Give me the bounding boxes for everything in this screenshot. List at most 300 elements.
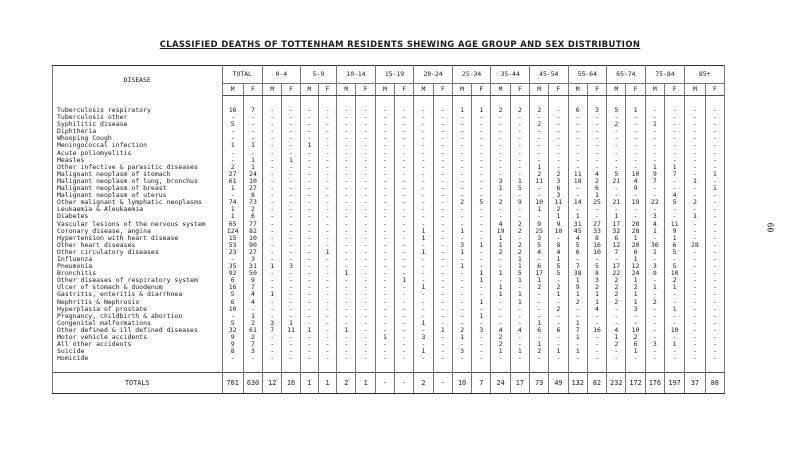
count-cell: - [568,341,587,348]
total-cell: 1 [318,373,336,394]
disease-label: Other circulatory diseases [53,249,223,256]
total-cell: 1 [300,373,318,394]
count-cell: 2 [664,277,684,284]
disease-label: Malignant neoplasm of stomach [53,171,223,178]
count-cell: - [395,299,414,306]
table-row [53,199,725,206]
count-cell: - [263,164,282,171]
count-cell: - [491,263,510,270]
count-cell: - [318,206,336,213]
count-cell: 1 [626,348,645,355]
count-cell: - [300,355,318,373]
count-cell: 23 [222,249,243,256]
count-cell: - [587,135,606,142]
count-cell: - [705,242,724,249]
table-row [53,157,725,164]
count-cell: 1 [510,277,529,284]
count-cell: - [568,135,587,142]
count-cell: 9 [626,185,645,192]
count-cell: - [356,249,375,256]
sex-header: F [282,84,300,96]
count-cell: 2 [607,341,626,348]
count-cell: 27 [587,221,606,228]
count-cell: 2 [491,334,510,341]
count-cell: 1 [337,327,356,334]
count-cell: - [356,306,375,313]
count-cell: 1 [568,291,587,298]
count-cell: 65 [222,221,243,228]
count-cell: - [549,150,568,157]
count-cell: 1 [395,277,414,284]
count-cell: - [587,341,606,348]
count-cell: 10 [530,199,549,206]
count-cell: 1 [645,164,664,171]
count-cell: 7 [664,171,684,178]
count-cell: - [395,284,414,291]
count-cell: 9 [222,334,243,341]
count-cell: - [452,121,471,128]
count-cell: 1 [626,256,645,263]
count-cell: - [587,213,606,220]
table-row [53,249,725,256]
count-cell: 1 [549,291,568,298]
count-cell: - [472,206,491,213]
count-cell: - [395,355,414,373]
count-cell: - [375,299,394,306]
sex-header: F [472,84,491,96]
count-cell: - [472,164,491,171]
count-cell: 11 [549,199,568,206]
count-cell: - [664,291,684,298]
count-cell: - [414,221,433,228]
count-cell: 8 [222,348,243,355]
count-cell: - [530,256,549,263]
count-cell: - [414,299,433,306]
count-cell: - [300,320,318,327]
count-cell: - [472,320,491,327]
count-cell: - [282,284,300,291]
count-cell: - [491,306,510,313]
count-cell: - [375,291,394,298]
count-cell: 1 [549,348,568,355]
count-cell: - [282,313,300,320]
table-row [53,334,725,341]
count-cell: - [222,256,243,263]
count-cell: - [452,277,471,284]
count-cell: 74 [222,199,243,206]
count-cell: - [433,313,452,320]
count-cell: - [263,199,282,206]
count-cell: - [607,355,626,373]
count-cell: 1 [510,299,529,306]
count-cell: - [337,348,356,355]
count-cell: 6 [222,277,243,284]
total-cell: 176 [645,373,664,394]
count-cell: - [356,277,375,284]
count-cell: - [337,199,356,206]
count-cell: - [263,142,282,149]
count-cell: 2 [452,199,471,206]
count-cell: - [356,150,375,157]
count-cell: - [282,249,300,256]
count-cell: 1 [510,291,529,298]
count-cell: - [433,150,452,157]
age-group-header: 0-4 [263,66,301,84]
count-cell: 5 [607,171,626,178]
count-cell: - [318,128,336,135]
count-cell: - [685,228,705,235]
count-cell: - [645,256,664,263]
count-cell: - [282,171,300,178]
count-cell: - [530,114,549,121]
table-row [53,277,725,284]
count-cell: - [282,291,300,298]
count-cell: - [243,121,262,128]
disease-label: Other infective & parasitic diseases [53,164,223,171]
count-cell: 9 [568,284,587,291]
count-cell: - [263,171,282,178]
count-cell: 1 [530,164,549,171]
count-cell: - [685,256,705,263]
count-cell: - [645,107,664,114]
count-cell: - [300,228,318,235]
count-cell: 1 [222,206,243,213]
count-cell: 3 [645,341,664,348]
count-cell: 31 [568,221,587,228]
count-cell: - [282,348,300,355]
count-cell: 7 [243,107,262,114]
count-cell: - [664,206,684,213]
count-cell: - [356,327,375,334]
table-row [53,263,725,270]
count-cell: 7 [645,178,664,185]
count-cell: 1 [530,277,549,284]
count-cell: - [472,178,491,185]
count-cell: - [300,178,318,185]
count-cell: - [282,107,300,114]
count-cell: 1 [568,348,587,355]
count-cell: - [222,135,243,142]
count-cell: - [705,299,724,306]
sex-header: M [491,84,510,96]
count-cell: - [356,284,375,291]
count-cell: 1 [549,256,568,263]
count-cell: - [395,228,414,235]
count-cell: 1 [510,178,529,185]
count-cell: 1 [685,213,705,220]
count-cell: - [705,313,724,320]
count-cell: - [568,313,587,320]
count-cell: - [282,341,300,348]
count-cell: - [705,277,724,284]
sex-header: F [510,84,529,96]
count-cell: 5 [664,263,684,270]
count-cell: 5 [530,242,549,249]
count-cell: 9 [530,221,549,228]
count-cell: - [685,327,705,334]
disease-label: Malignant neoplasm of lung, bronchus [53,178,223,185]
count-cell: 1 [626,235,645,242]
count-cell: - [337,284,356,291]
count-cell: 10 [243,235,262,242]
count-cell: - [452,284,471,291]
count-cell: - [318,355,336,373]
count-cell: 3 [587,107,606,114]
count-cell: 6 [607,235,626,242]
count-cell: - [530,135,549,142]
count-cell: - [414,277,433,284]
count-cell: - [452,128,471,135]
count-cell: 4 [645,221,664,228]
count-cell: - [356,213,375,220]
count-cell: - [356,291,375,298]
count-cell: - [549,235,568,242]
count-cell: - [626,114,645,121]
count-cell: 1 [452,107,471,114]
count-cell: - [375,142,394,149]
count-cell: - [685,114,705,121]
disease-label: Hypertension with heart disease [53,235,223,242]
count-cell: 1 [300,327,318,334]
spacer-row [53,96,725,108]
table-row [53,228,725,235]
count-cell: - [472,171,491,178]
total-cell: 2 [414,373,433,394]
count-cell: 6 [549,185,568,192]
count-cell: - [587,348,606,355]
count-cell: - [510,150,529,157]
count-cell: 18 [568,178,587,185]
table-row [53,150,725,157]
count-cell: - [356,114,375,121]
count-cell: - [510,213,529,220]
count-cell: 3 [645,213,664,220]
count-cell: - [356,135,375,142]
count-cell: 1 [243,157,262,164]
count-cell: - [472,291,491,298]
count-cell: - [491,164,510,171]
count-cell: - [645,142,664,149]
count-cell: 3 [452,242,471,249]
count-cell: 27 [243,249,262,256]
count-cell: - [414,178,433,185]
count-cell: - [375,164,394,171]
count-cell: - [452,206,471,213]
count-cell: - [318,185,336,192]
disease-label: Motor vehicle accidents [53,334,223,341]
count-cell: - [337,256,356,263]
count-cell: 4 [607,327,626,334]
count-cell: - [491,121,510,128]
count-cell: - [705,206,724,213]
count-cell: - [664,178,684,185]
count-cell: 61 [243,327,262,334]
count-cell: - [243,128,262,135]
count-cell: - [705,128,724,135]
count-cell: - [356,221,375,228]
count-cell: - [375,213,394,220]
count-cell: - [685,355,705,373]
count-cell: - [414,135,433,142]
count-cell: - [452,164,471,171]
count-cell: 24 [243,171,262,178]
count-cell: - [510,341,529,348]
count-cell: 1 [587,192,606,199]
count-cell: - [664,334,684,341]
sex-header: F [433,84,452,96]
total-cell: 172 [626,373,645,394]
table-row [53,128,725,135]
count-cell: - [300,341,318,348]
count-cell: - [433,185,452,192]
count-cell: 8 [587,270,606,277]
count-cell: - [491,277,510,284]
count-cell: 1 [510,348,529,355]
count-cell: 1 [282,157,300,164]
count-cell: 3 [452,348,471,355]
count-cell: - [491,128,510,135]
count-cell: - [491,206,510,213]
count-cell: 33 [587,228,606,235]
count-cell: - [300,199,318,206]
count-cell: 1 [664,306,684,313]
table-row [53,242,725,249]
count-cell: - [433,114,452,121]
count-cell: - [452,313,471,320]
count-cell: - [607,150,626,157]
count-cell: - [282,277,300,284]
count-cell: - [318,334,336,341]
count-cell: 8 [587,235,606,242]
count-cell: - [375,242,394,249]
count-cell: - [300,277,318,284]
count-cell: - [337,242,356,249]
count-cell: - [356,185,375,192]
count-cell: 1 [414,235,433,242]
count-cell: - [356,164,375,171]
count-cell: - [300,192,318,199]
count-cell: 4 [530,249,549,256]
age-group-header: 65-74 [607,66,646,84]
count-cell: - [375,320,394,327]
count-cell: - [685,284,705,291]
count-cell: - [337,171,356,178]
count-cell: - [530,150,549,157]
count-cell: - [300,114,318,121]
count-cell: - [318,107,336,114]
count-cell: 1 [626,291,645,298]
count-cell: - [530,334,549,341]
count-cell: - [282,213,300,220]
count-cell: - [645,135,664,142]
count-cell: - [685,348,705,355]
count-cell: 2 [549,206,568,213]
count-cell: 5 [222,291,243,298]
count-cell: - [472,121,491,128]
count-cell: - [664,348,684,355]
disease-label: Tuberculosis other [53,114,223,121]
count-cell: - [705,157,724,164]
count-cell: - [705,341,724,348]
count-cell: - [395,270,414,277]
count-cell: - [705,221,724,228]
count-cell: - [282,355,300,373]
count-cell: - [607,320,626,327]
count-cell: - [318,213,336,220]
count-cell: - [263,228,282,235]
count-cell: - [685,171,705,178]
disease-label: Other heart diseases [53,242,223,249]
count-cell: - [530,313,549,320]
count-cell: - [705,135,724,142]
count-cell: - [510,157,529,164]
count-cell: 4 [664,192,684,199]
disease-label: Malignant neoplasm of uterus [53,192,223,199]
count-cell: - [263,348,282,355]
count-cell: 1 [491,270,510,277]
count-cell: 1 [530,206,549,213]
count-cell: 4 [626,178,645,185]
count-cell: 1 [472,242,491,249]
count-cell: - [375,277,394,284]
count-cell: 1 [568,277,587,284]
count-cell: 92 [222,270,243,277]
count-cell: 5 [549,263,568,270]
count-cell: - [433,135,452,142]
count-cell: - [300,313,318,320]
disease-label: Tuberculosis respiratory [53,107,223,114]
count-cell: - [510,192,529,199]
count-cell: - [337,299,356,306]
count-cell: - [452,157,471,164]
count-cell: 2 [549,171,568,178]
count-cell: 9 [549,221,568,228]
count-cell: - [414,121,433,128]
count-cell: - [337,121,356,128]
count-cell: - [510,206,529,213]
count-cell: - [337,249,356,256]
count-cell: - [222,157,243,164]
count-cell: - [685,270,705,277]
count-cell: - [685,291,705,298]
count-cell: - [318,263,336,270]
count-cell: - [510,313,529,320]
count-cell: 21 [607,178,626,185]
count-cell: 4 [549,249,568,256]
count-cell: 1 [414,348,433,355]
count-cell: - [375,199,394,206]
count-cell: 5 [607,107,626,114]
count-cell: - [375,235,394,242]
count-cell: 5 [568,242,587,249]
count-cell: - [395,341,414,348]
count-cell: - [337,107,356,114]
count-cell: 2 [549,306,568,313]
count-cell: - [337,277,356,284]
count-cell: - [356,128,375,135]
count-cell: - [549,320,568,327]
count-cell: - [549,135,568,142]
count-cell: - [452,291,471,298]
count-cell: 1 [664,341,684,348]
count-cell: - [222,114,243,121]
count-cell: 53 [222,242,243,249]
count-cell: - [433,320,452,327]
count-cell: 38 [568,270,587,277]
count-cell: - [282,121,300,128]
count-cell: - [282,150,300,157]
count-cell: 7 [243,284,262,291]
